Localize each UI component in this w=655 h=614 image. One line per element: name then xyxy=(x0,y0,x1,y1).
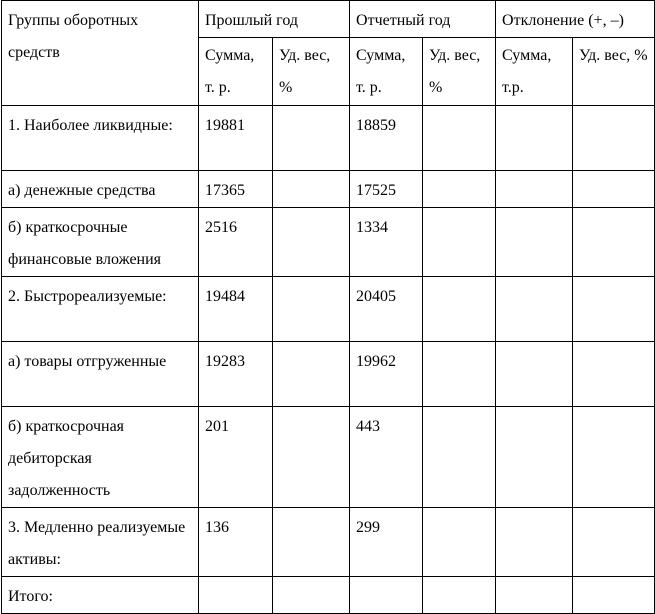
report-share-cell xyxy=(423,577,496,614)
prev-sum-cell: 19283 xyxy=(199,342,273,407)
dev-sum-cell xyxy=(496,577,573,614)
prev-sum-cell: 2516 xyxy=(199,208,273,277)
header-report-share: Уд. вес, % xyxy=(423,38,496,106)
prev-share-cell xyxy=(273,577,350,614)
report-share-cell xyxy=(423,171,496,208)
prev-sum-cell: 19484 xyxy=(199,277,273,342)
report-sum-cell: 443 xyxy=(350,407,423,508)
prev-share-cell xyxy=(273,277,350,342)
current-assets-table xyxy=(1,0,655,614)
row-name: 1. Наиболее ликвидные: xyxy=(2,106,199,171)
row-name: б) краткосрочные финансовые вложения xyxy=(2,208,199,277)
report-sum-cell: 1334 xyxy=(350,208,423,277)
dev-share-cell xyxy=(573,508,655,577)
prev-share-cell xyxy=(273,171,350,208)
dev-share-cell xyxy=(573,577,655,614)
prev-sum-cell xyxy=(199,577,273,614)
header-asset-group: Группы оборотных средств xyxy=(2,1,199,106)
dev-share-cell xyxy=(573,171,655,208)
header-deviation: Отклонение (+, –) xyxy=(496,1,655,38)
header-dev-share: Уд. вес, % xyxy=(573,38,655,106)
report-share-cell xyxy=(423,407,496,508)
prev-share-cell xyxy=(273,407,350,508)
dev-sum-cell xyxy=(496,342,573,407)
prev-sum-cell: 19881 xyxy=(199,106,273,171)
prev-share-cell xyxy=(273,342,350,407)
dev-sum-cell xyxy=(496,508,573,577)
table-row xyxy=(2,407,655,508)
header-report-year: Отчетный год xyxy=(350,1,496,38)
report-share-cell xyxy=(423,277,496,342)
table-row xyxy=(2,171,655,208)
prev-share-cell xyxy=(273,106,350,171)
prev-sum-cell: 17365 xyxy=(199,171,273,208)
report-sum-cell: 19962 xyxy=(350,342,423,407)
dev-share-cell xyxy=(573,277,655,342)
dev-share-cell xyxy=(573,407,655,508)
table-row xyxy=(2,208,655,277)
report-sum-cell: 17525 xyxy=(350,171,423,208)
table-row xyxy=(2,277,655,342)
dev-sum-cell xyxy=(496,277,573,342)
report-sum-cell xyxy=(350,577,423,614)
dev-share-cell xyxy=(573,106,655,171)
row-name: 2. Быстрореализуемые: xyxy=(2,277,199,342)
row-name: а) денежные средства xyxy=(2,171,199,208)
prev-sum-cell: 201 xyxy=(199,407,273,508)
row-name: а) товары отгруженные xyxy=(2,342,199,407)
report-sum-cell: 20405 xyxy=(350,277,423,342)
table-row xyxy=(2,342,655,407)
dev-sum-cell xyxy=(496,106,573,171)
report-share-cell xyxy=(423,208,496,277)
header-report-sum: Сумма, т. р. xyxy=(350,38,423,106)
dev-sum-cell xyxy=(496,407,573,508)
header-prev-share: Уд. вес, % xyxy=(273,38,350,106)
report-share-cell xyxy=(423,106,496,171)
header-prev-sum: Сумма, т. р. xyxy=(199,38,273,106)
report-share-cell xyxy=(423,342,496,407)
report-share-cell xyxy=(423,508,496,577)
header-prev-year: Прошлый год xyxy=(199,1,350,38)
row-name: 3. Медленно реализуемые активы: xyxy=(2,508,199,577)
table-row xyxy=(2,508,655,577)
header-dev-sum: Сумма, т.р. xyxy=(496,38,573,106)
prev-share-cell xyxy=(273,508,350,577)
header-row-groups xyxy=(2,1,655,38)
total-row xyxy=(2,577,655,614)
row-name: Итого: xyxy=(2,577,199,614)
dev-sum-cell xyxy=(496,208,573,277)
dev-share-cell xyxy=(573,342,655,407)
row-name: б) краткосрочная дебиторская задолженность xyxy=(2,407,199,508)
prev-sum-cell: 136 xyxy=(199,508,273,577)
prev-share-cell xyxy=(273,208,350,277)
report-sum-cell: 18859 xyxy=(350,106,423,171)
table-row xyxy=(2,106,655,171)
dev-sum-cell xyxy=(496,171,573,208)
dev-share-cell xyxy=(573,208,655,277)
report-sum-cell: 299 xyxy=(350,508,423,577)
